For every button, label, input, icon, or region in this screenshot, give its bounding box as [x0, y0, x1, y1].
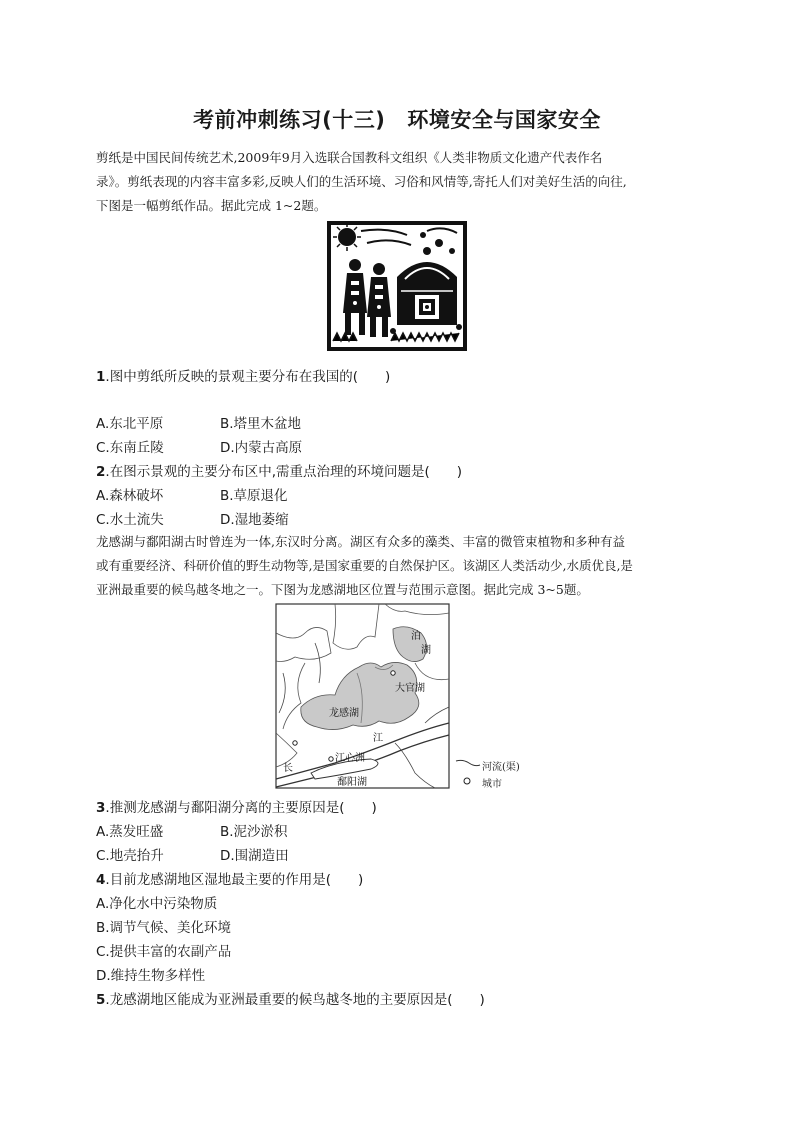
page-title [0, 104, 794, 134]
passage-2-line: 或有重要经济、科研价值的野生动物等,是国家重要的自然保护区。该湖区人类活动少,水质优良,是 [96, 558, 633, 573]
legend-city-label: 城市 [482, 779, 502, 790]
legend-city-icon [462, 776, 472, 786]
question-4-stem: .目前龙感湖地区湿地最主要的作用是( ) [105, 872, 364, 888]
passage-2 [96, 530, 696, 602]
question-4 [96, 868, 363, 888]
legend-river-icon [455, 757, 481, 769]
passage-1-line: 剪纸是中国民间传统艺术,2009年9月入选联合国教科文组织《人类非物质文化遗产代表作名 [96, 150, 603, 165]
passage-1 [96, 146, 696, 218]
question-1-number: 1 [96, 369, 106, 385]
question-2-number: 2 [96, 464, 106, 480]
option-a[interactable]: A.蒸发旺盛 [96, 824, 164, 840]
legend-river-label: 河流(渠) [482, 762, 520, 773]
longgan-lake-map [275, 603, 450, 789]
question-3-number: 3 [96, 800, 106, 816]
question-5 [96, 988, 485, 1008]
label-bo: 泊 [411, 631, 421, 642]
passage-1-line: 录》。剪纸表现的内容丰富多彩,反映人们的生活环境、习俗和风情等,寄托人们对美好生活的向往, [96, 174, 627, 189]
question-5-number: 5 [96, 992, 106, 1008]
question-1 [96, 365, 390, 385]
option-b[interactable]: B.草原退化 [220, 488, 288, 504]
label-jiangxin-island: 江心洲 [335, 753, 365, 764]
label-daguan-lake: 大官湖 [395, 683, 425, 694]
option-a[interactable]: A.东北平原 [96, 416, 164, 432]
label-hu: 湖 [421, 645, 431, 656]
option-b[interactable]: B.调节气候、美化环境 [96, 920, 232, 936]
question-3-stem: .推测龙感湖与鄱阳湖分离的主要原因是( ) [105, 800, 377, 816]
option-c[interactable]: C.地壳抬升 [96, 848, 164, 864]
option-c[interactable]: C.提供丰富的农副产品 [96, 944, 232, 960]
option-d[interactable]: D.围湖造田 [220, 848, 289, 864]
option-c[interactable]: C.东南丘陵 [96, 440, 164, 456]
option-b[interactable]: B.泥沙淤积 [220, 824, 288, 840]
question-2-stem: .在图示景观的主要分布区中,需重点治理的环境问题是( ) [105, 464, 463, 480]
option-a[interactable]: A.森林破坏 [96, 488, 164, 504]
title-main: 考前冲刺练习(十三) [193, 108, 386, 132]
option-d[interactable]: D.维持生物多样性 [96, 968, 206, 984]
label-longgan-lake: 龙感湖 [329, 708, 359, 719]
question-4-number: 4 [96, 872, 106, 888]
paper-cut-image [327, 221, 467, 351]
label-jiang: 江 [373, 733, 383, 744]
question-1-stem: .图中剪纸所反映的景观主要分布在我国的( ) [105, 369, 391, 385]
option-c[interactable]: C.水土流失 [96, 512, 164, 528]
passage-2-line: 亚洲最重要的候鸟越冬地之一。下图为龙感湖地区位置与范围示意图。据此完成 3~5题。 [96, 582, 589, 597]
label-poyang-lake: 鄱阳湖 [337, 777, 367, 788]
option-d[interactable]: D.内蒙古高原 [220, 440, 303, 456]
passage-1-line: 下图是一幅剪纸作品。据此完成 1~2题。 [96, 198, 327, 213]
label-chang: 长 [283, 763, 293, 774]
option-b[interactable]: B.塔里木盆地 [220, 416, 302, 432]
question-2 [96, 460, 462, 480]
option-d[interactable]: D.湿地萎缩 [220, 512, 289, 528]
title-sub: 环境安全与国家安全 [407, 108, 601, 132]
passage-2-line: 龙感湖与鄱阳湖古时曾连为一体,东汉时分离。湖区有众多的藻类、丰富的微管束植物和多种有益 [96, 534, 625, 549]
question-3 [96, 796, 377, 816]
option-a[interactable]: A.净化水中污染物质 [96, 896, 218, 912]
question-5-stem: .龙感湖地区能成为亚洲最重要的候鸟越冬地的主要原因是( ) [105, 992, 485, 1008]
